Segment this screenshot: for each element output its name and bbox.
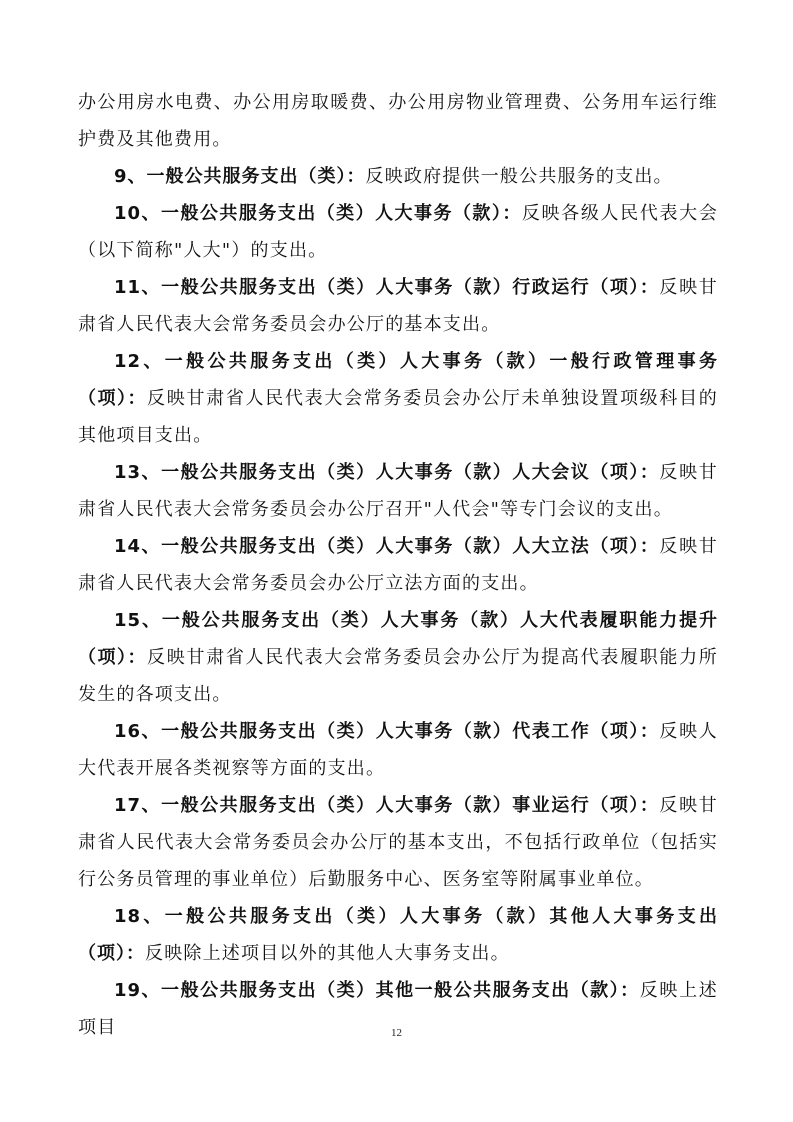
paragraph [78,84,718,158]
paragraph-text: 办公用房水电费、办公用房取暖费、办公用房物业管理费、公务用车运行维护费及其他费用。 [78,92,718,150]
paragraph-heading: 12、一般公共服务支出（类）人大事务（款）一般行政管理事务（项）： [78,351,718,409]
paragraph-heading: 10、一般公共服务支出（类）人大事务（款）： [114,203,522,224]
paragraph-text: 反映甘肃省人民代表大会常务委员会办公厅为提高代表履职能力所发生的各项支出。 [78,647,719,705]
paragraph [78,602,718,713]
paragraph [78,269,718,343]
paragraph [78,454,718,528]
paragraph-heading: 11、一般公共服务支出（类）人大事务（款）行政运行（项）： [114,277,660,298]
paragraph-text: 反映除上述项目以外的其他人大事务支出。 [145,943,510,964]
paragraph-text: 反映甘肃省人民代表大会常务委员会办公厅的基本支出，不包括行政单位（包括实行公务员管理的事业单位）后勤服务中心、医务室等附属事业单位。 [78,795,718,890]
paragraph-heading: 17、一般公共服务支出（类）人大事务（款）事业运行（项）： [114,795,660,816]
paragraph [78,528,718,602]
paragraph-heading: 15、一般公共服务支出（类）人大事务（款）人大代表履职能力提升（项）： [78,610,718,668]
paragraph-heading: 16、一般公共服务支出（类）人大事务（款）代表工作（项）： [114,721,660,742]
paragraph-text: 反映人大代表开展各类视察等方面的支出。 [78,721,718,779]
paragraph [78,343,718,454]
paragraph [78,898,718,972]
paragraph-heading: 9、一般公共服务支出（类）： [114,166,366,187]
paragraph-text: 反映上述项目 [78,980,719,1038]
document-body [78,84,718,1046]
paragraph-heading: 13、一般公共服务支出（类）人大事务（款）人大会议（项）： [114,462,660,483]
paragraph-heading: 18、一般公共服务支出（类）人大事务（款）其他人大事务支出（项）： [78,906,718,964]
paragraph-heading: 14、一般公共服务支出（类）人大事务（款）人大立法（项）： [114,536,660,557]
paragraph-text: 反映政府提供一般公共服务的支出。 [365,166,673,187]
page-number: 12 [391,1027,402,1039]
paragraph-heading: 19、一般公共服务支出（类）其他一般公共服务支出（款）： [114,980,640,1001]
paragraph [78,158,718,195]
paragraph-text: 反映甘肃省人民代表大会常务委员会办公厅立法方面的支出。 [78,536,718,594]
paragraph [78,195,718,269]
paragraph-text: 反映各级人民代表大会（以下简称"人大"）的支出。 [78,203,719,261]
paragraph [78,713,718,787]
paragraph-text: 反映甘肃省人民代表大会常务委员会办公厅召开"人代会"等专门会议的支出。 [78,462,718,520]
paragraph-text: 反映甘肃省人民代表大会常务委员会办公厅的基本支出。 [78,277,718,335]
paragraph-text: 反映甘肃省人民代表大会常务委员会办公厅未单独设置项级科目的其他项目支出。 [78,388,719,446]
paragraph [78,787,718,898]
